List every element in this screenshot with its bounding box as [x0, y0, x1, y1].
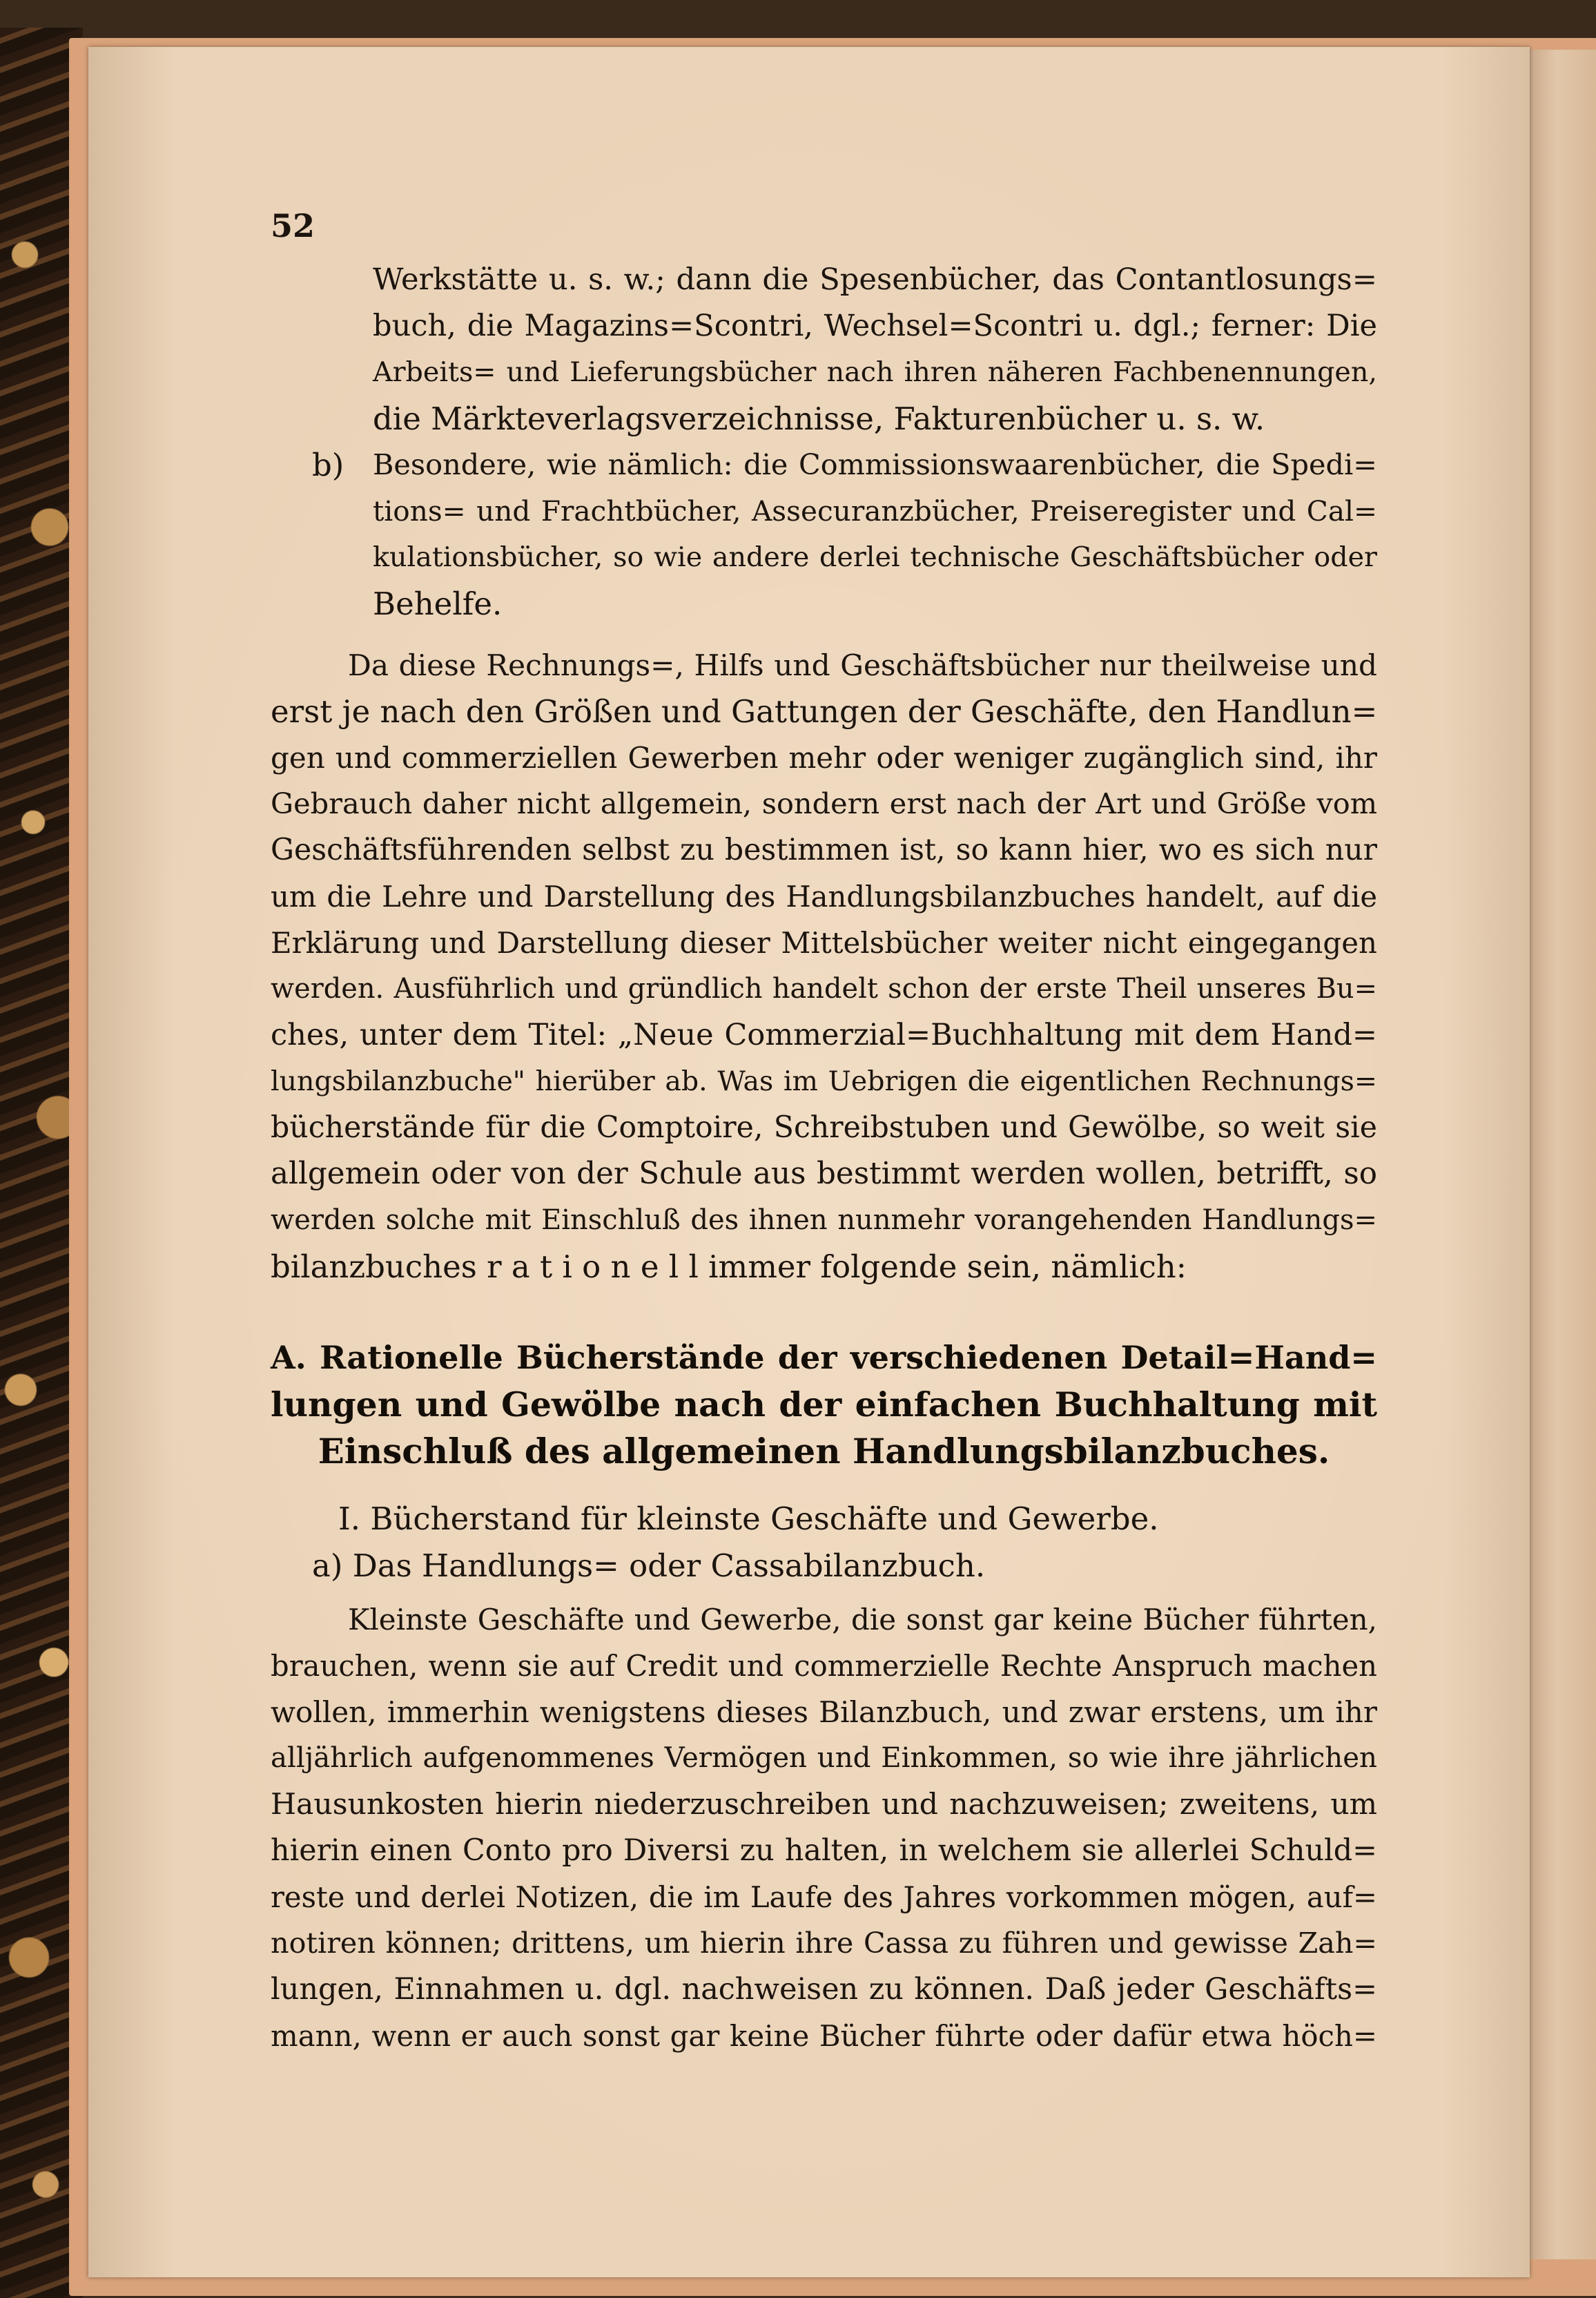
paragraph-1 — [271, 642, 1377, 1290]
text-line: lungen, Einnahmen u. dgl. nachweisen zu können. Daß jeder Geschäfts= — [271, 1972, 1377, 2007]
text-line: Geschäftsführenden selbst zu bestimmen ist, so kann hier, wo es sich nur — [271, 833, 1377, 867]
page-number: 52 — [271, 207, 315, 244]
heading-line: A. Rationelle Bücherstände der verschiedenen Detail=Hand= — [271, 1339, 1377, 1376]
text-line: alljährlich aufgenommenes Vermögen und Einkommen, so wie ihre jährlichen — [271, 1742, 1377, 1774]
text-line: wollen, immerhin wenigstens dieses Bilanzbuch, und zwar erstens, um ihr — [271, 1695, 1377, 1729]
text-line: reste und derlei Notizen, die im Laufe des Jahres vorkommen mögen, auf= — [271, 1880, 1377, 1914]
text-line: Kleinste Geschäfte und Gewerbe, die sonst gar keine Bücher führten, — [348, 1603, 1377, 1636]
text-line: erst je nach den Größen und Gattungen der Geschäfte, den Handlun= — [271, 693, 1378, 730]
paragraph-2 — [271, 1596, 1377, 2059]
text-line: mann, wenn er auch sonst gar keine Bücher führte oder dafür etwa höch= — [271, 2019, 1377, 2053]
text-line: gen und commerziellen Gewerben mehr oder weniger zugänglich sind, ihr — [271, 741, 1377, 775]
text-line: Erklärung und Darstellung dieser Mittelsbücher weiter nicht eingegangen — [271, 926, 1377, 960]
heading-line: Einschluß des allgemeinen Handlungsbilanzbuches. — [318, 1431, 1330, 1471]
text-line: ches, unter dem Titel: „Neue Commerzial=Buchhaltung mit dem Hand= — [271, 1018, 1377, 1052]
heading-line: lungen und Gewölbe nach der einfachen Buchhaltung mit — [271, 1384, 1377, 1425]
text-line: buch, die Magazins=Scontri, Wechsel=Scontri u. dgl.; ferner: Die — [373, 309, 1377, 343]
text-line: tions= und Frachtbücher, Assecuranzbücher, Preiseregister und Cal= — [373, 494, 1377, 528]
text-line: allgemein oder von der Schule aus bestimmt werden wollen, betrifft, so — [271, 1157, 1377, 1191]
next-page-edge — [1530, 50, 1596, 2259]
subheading-1: I. Bücherstand für kleinste Geschäfte und Gewerbe. — [338, 1500, 1159, 1537]
text-line: werden. Ausführlich und gründlich handelt schon der erste Theil unseres Bu= — [271, 973, 1377, 1005]
item-b-block — [373, 442, 1377, 627]
text-line: Behelfe. — [373, 586, 503, 622]
text-line: brauchen, wenn sie auf Credit und commerzielle Rechte Anspruch machen — [271, 1649, 1377, 1683]
text-line: kulationsbücher, so wie andere derlei technische Geschäftsbücher oder — [373, 541, 1377, 573]
section-heading — [271, 1334, 1377, 1475]
text-line: Werkstätte u. s. w.; dann die Spesenbücher, das Contantlosungs= — [373, 262, 1377, 297]
text-line: Arbeits= und Lieferungsbücher nach ihren näheren Fachbenennungen, — [373, 356, 1377, 388]
text-line: Da diese Rechnungs=, Hilfs und Geschäftsbücher nur theilweise und — [348, 648, 1377, 682]
text-line: um die Lehre und Darstellung des Handlungsbilanzbuches handelt, auf die — [271, 880, 1377, 914]
text-line: lungsbilanzbuche" hierüber ab. Was im Uebrigen die eigentlichen Rechnungs= — [271, 1065, 1377, 1097]
text-line: Gebrauch daher nicht allgemein, sondern erst nach der Art und Größe vom — [271, 787, 1377, 820]
text-line: Hausunkosten hierin niederzuschreiben und nachzuweisen; zweitens, um — [271, 1788, 1377, 1822]
text-line: werden solche mit Einschluß des ihnen nunmehr vorangehenden Handlungs= — [271, 1204, 1377, 1236]
continuation-block — [373, 257, 1377, 442]
item-b-label: b) — [312, 447, 344, 483]
subheading-2: a) Das Handlungs= oder Cassabilanzbuch. — [312, 1547, 986, 1584]
text-line: notiren können; drittens, um hierin ihre Cassa zu führen und gewisse Zah= — [271, 1927, 1377, 1960]
text-line: bücherstände für die Comptoire, Schreibstuben und Gewölbe, so weit sie — [271, 1110, 1377, 1145]
text-line: Besondere, wie nämlich: die Commissionswaarenbücher, die Spedi= — [373, 448, 1377, 481]
text-line: die Märkteverlagsverzeichnisse, Fakturenbücher u. s. w. — [373, 400, 1265, 437]
text-line: hierin einen Conto pro Diversi zu halten, in welchem sie allerlei Schuld= — [271, 1833, 1377, 1868]
text-line: bilanzbuches r a t i o n e l l immer folgende sein, nämlich: — [271, 1248, 1187, 1285]
